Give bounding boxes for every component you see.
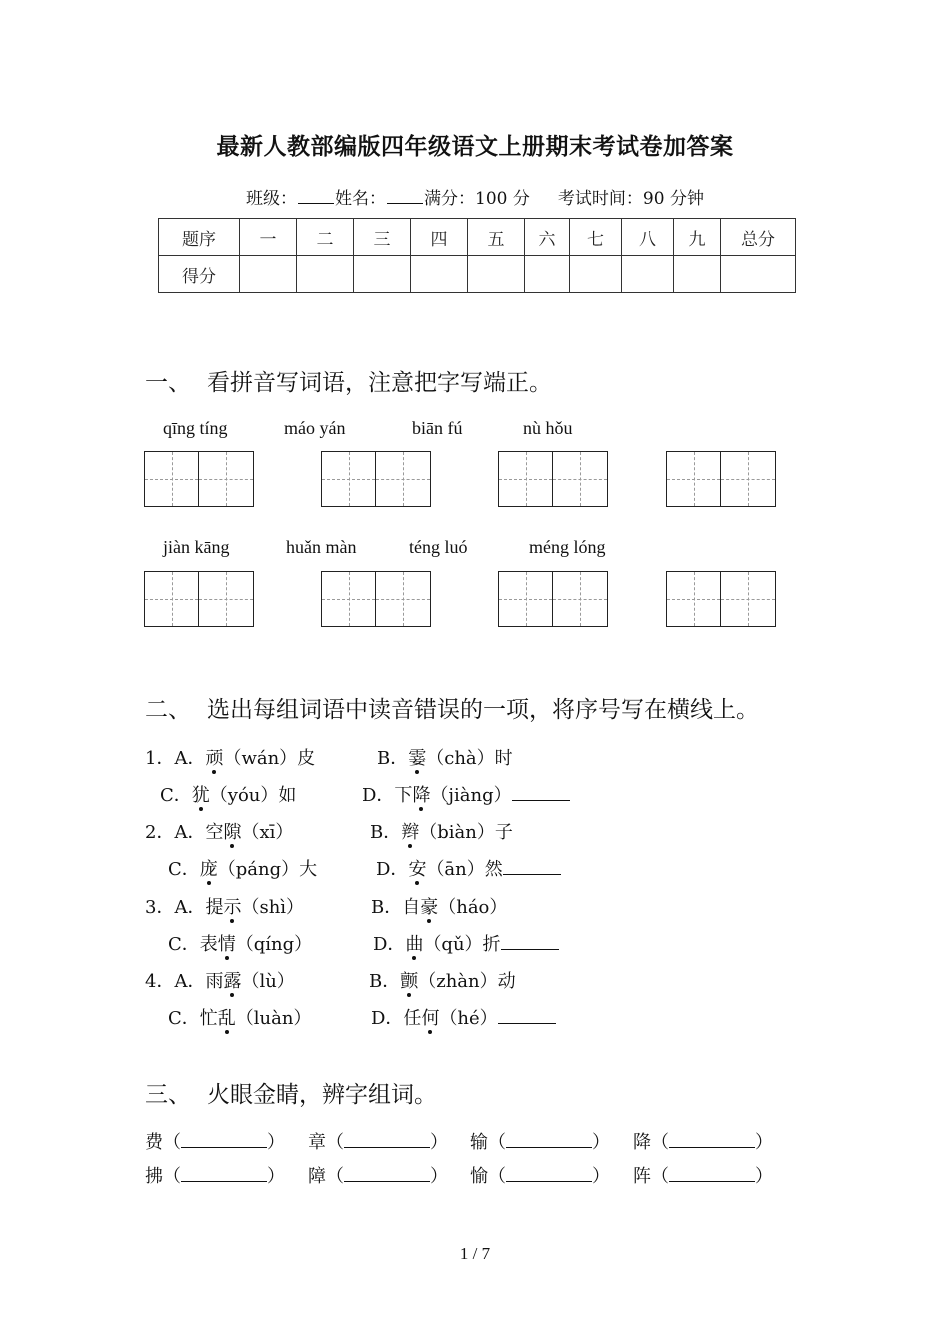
section-2-number: 二、 (145, 697, 191, 723)
page-number: 1 / 7 (459, 1244, 491, 1263)
class-label: 班级： (246, 189, 298, 209)
page-title: 最新人教部编版四年级语文上册期末考试卷加答案 (216, 133, 734, 160)
score-cell[interactable] (468, 256, 525, 293)
pinyin-label: máo yán (284, 418, 346, 438)
section-1-text: 看拼音写词语，注意把字写端正。 (207, 370, 552, 396)
question-3-a: 3．A．提示（shì） (145, 893, 304, 919)
writing-grid[interactable] (321, 451, 431, 507)
score-header-row (159, 219, 796, 256)
score-header-cell: 二 (297, 219, 354, 256)
score-header-cell: 四 (411, 219, 468, 256)
char-word-item: 输（ ） (470, 1132, 610, 1153)
answer-blank[interactable] (181, 1167, 267, 1182)
score-header-cell: 一 (240, 219, 297, 256)
question-4-d: D．任何（hé） (371, 1004, 556, 1030)
question-3-b: B．自豪（háo） (371, 893, 507, 919)
question-3-d: D．曲（qǔ）折 (373, 930, 559, 956)
question-4-c: C．忙乱（luàn） (168, 1004, 311, 1030)
question-1-b: B．霎（chà）时 (377, 744, 513, 770)
answer-blank[interactable] (506, 1133, 592, 1148)
full-score: 满分：100 分 (424, 189, 530, 209)
char-word-item: 章（ ） (308, 1132, 448, 1153)
score-header-cell: 题序 (159, 219, 240, 256)
section-2-title (145, 691, 759, 724)
score-cell[interactable] (354, 256, 411, 293)
char-word-item: 拂（ ） (145, 1166, 285, 1187)
question-1-c: C．犹（yóu）如 (160, 781, 296, 807)
question-2-d: D．安（ān）然 (376, 855, 561, 881)
section-2-text: 选出每组词语中读音错误的一项，将序号写在横线上。 (207, 697, 759, 723)
answer-blank[interactable] (669, 1133, 755, 1148)
writing-grid[interactable] (144, 451, 254, 507)
writing-grid[interactable] (498, 571, 608, 627)
section-1-title (145, 364, 552, 397)
name-label: 姓名： (335, 189, 387, 209)
question-2-b: B．辫（biàn）子 (370, 818, 513, 844)
question-2-c: C．庞（páng）大 (168, 855, 317, 881)
char-word-item: 愉（ ） (470, 1166, 610, 1187)
question-4-b: B．颤（zhàn）动 (369, 967, 516, 993)
answer-blank[interactable] (344, 1133, 430, 1148)
question-4-a: 4．A．雨露（lù） (145, 967, 295, 993)
answer-blank[interactable] (501, 935, 559, 950)
score-header-cell: 八 (622, 219, 674, 256)
score-header-cell: 九 (674, 219, 721, 256)
char-word-item: 阵（ ） (633, 1166, 773, 1187)
char-word-item: 障（ ） (308, 1166, 448, 1187)
answer-blank[interactable] (506, 1167, 592, 1182)
answer-blank[interactable] (181, 1133, 267, 1148)
question-2-a: 2．A．空隙（xī） (145, 818, 293, 844)
pinyin-label: qīng tíng (163, 418, 228, 438)
char-word-item: 降（ ） (633, 1132, 773, 1153)
score-cell[interactable] (674, 256, 721, 293)
name-field[interactable] (387, 189, 423, 204)
score-cell[interactable] (525, 256, 570, 293)
pinyin-label: méng lóng (529, 537, 606, 557)
score-header-cell: 总分 (721, 219, 796, 256)
score-cell[interactable] (297, 256, 354, 293)
score-header-cell: 三 (354, 219, 411, 256)
answer-blank[interactable] (503, 860, 561, 875)
pinyin-label: nù hǒu (523, 418, 573, 438)
answer-blank[interactable] (669, 1167, 755, 1182)
question-1-ab: 1．A．顽（wán）皮 (145, 744, 315, 770)
answer-blank[interactable] (498, 1009, 556, 1024)
score-cell[interactable] (240, 256, 297, 293)
pinyin-label: téng luó (409, 537, 468, 557)
writing-grid[interactable] (498, 451, 608, 507)
exam-info (0, 184, 950, 209)
score-cell[interactable] (721, 256, 796, 293)
answer-blank[interactable] (344, 1167, 430, 1182)
exam-time: 考试时间：90 分钟 (557, 189, 704, 209)
char-word-item: 费（ ） (145, 1132, 285, 1153)
score-cell[interactable] (622, 256, 674, 293)
pinyin-label: jiàn kāng (163, 537, 230, 557)
pinyin-label: huǎn màn (286, 537, 357, 557)
score-header-cell: 五 (468, 219, 525, 256)
score-header-cell: 七 (570, 219, 622, 256)
score-table (158, 218, 796, 293)
section-3-number: 三、 (145, 1082, 191, 1108)
section-1-number: 一、 (145, 370, 191, 396)
pinyin-label: biān fú (412, 418, 463, 438)
score-cell[interactable] (411, 256, 468, 293)
question-1-d: D．下降（jiàng） (362, 781, 570, 807)
score-row-label: 得分 (159, 256, 240, 293)
answer-blank[interactable] (512, 786, 570, 801)
score-header-cell: 六 (525, 219, 570, 256)
writing-grid[interactable] (666, 571, 776, 627)
score-cell[interactable] (570, 256, 622, 293)
writing-grid[interactable] (144, 571, 254, 627)
writing-grid[interactable] (321, 571, 431, 627)
score-row (159, 256, 796, 293)
section-3-title (145, 1076, 437, 1109)
section-3-text: 火眼金睛，辨字组词。 (207, 1082, 437, 1108)
question-3-c: C．表情（qíng） (168, 930, 312, 956)
class-field[interactable] (298, 189, 334, 204)
writing-grid[interactable] (666, 451, 776, 507)
